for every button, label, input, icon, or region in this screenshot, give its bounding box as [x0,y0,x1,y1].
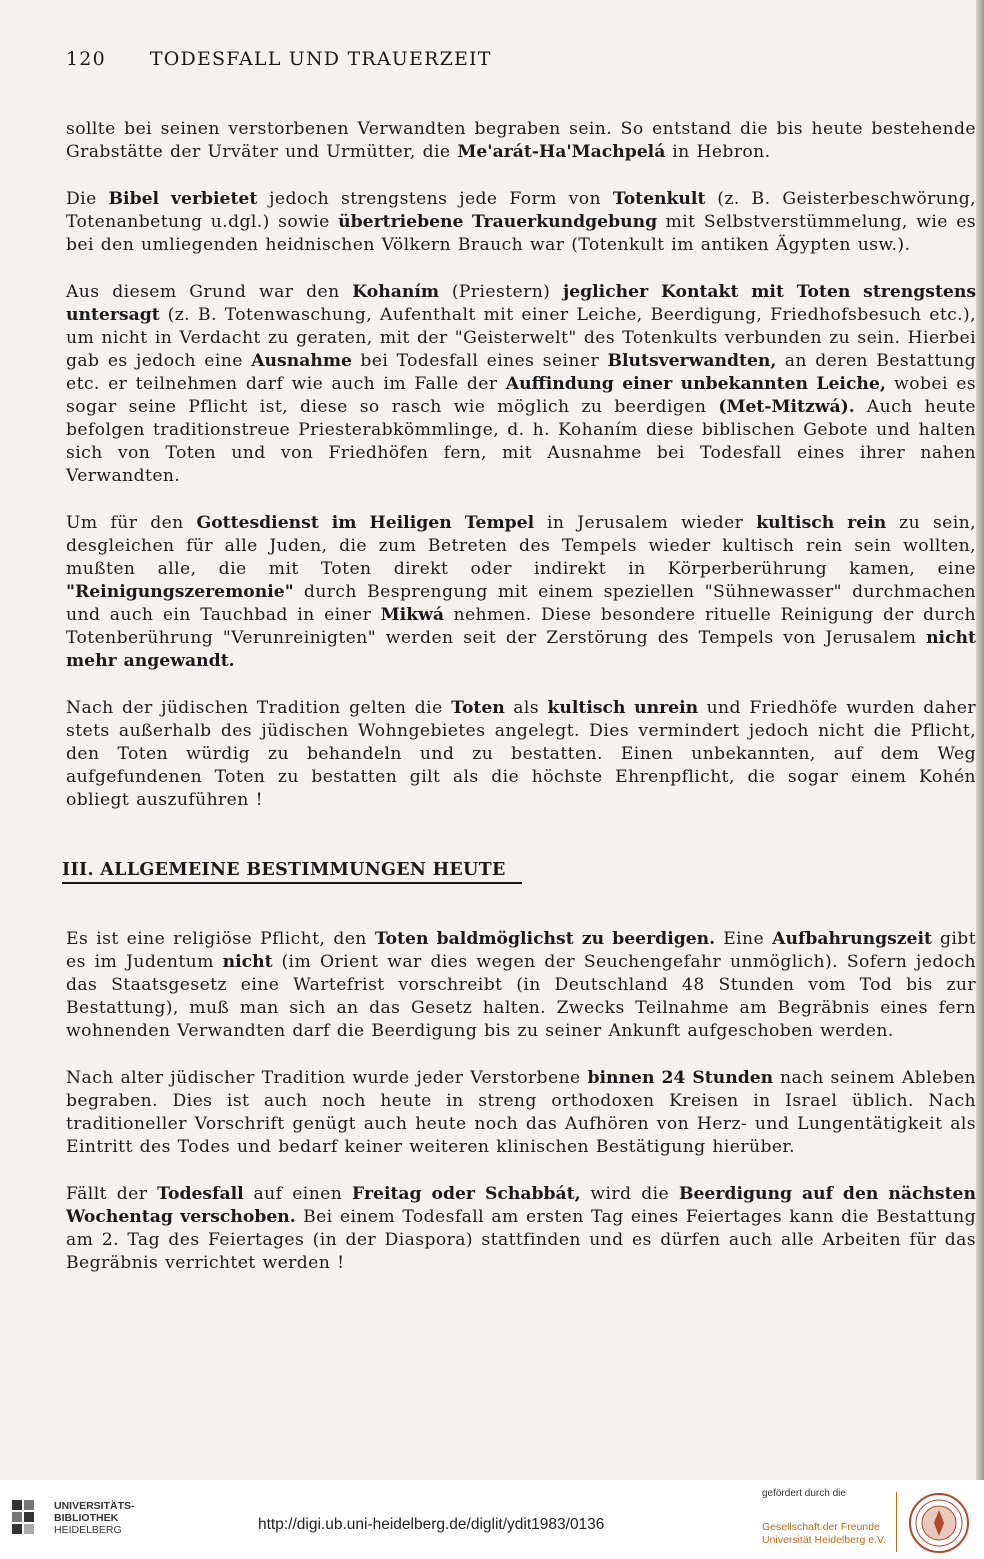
emphasis-text: Kohaním [352,282,440,302]
emphasis-text: Beerdigung auf den nächsten Wochentag verschoben. [66,1184,976,1227]
emphasis-text: Ausnahme [251,351,352,371]
body-text: (z. B. Geisterbeschwörung, Totenanbetung u.dgl.) sowie [66,189,976,232]
body-text: auf einen [243,1184,353,1204]
body-text: Die [66,189,109,209]
emphasis-text: binnen 24 Stunden [587,1068,774,1088]
sponsor-name-line-1: Gesellschaft der Freunde [762,1521,880,1533]
paragraph [66,928,976,1043]
sponsor-name-line-2: Universität Heidelberg e.V. [762,1534,886,1546]
body-text: gibt es im Judentum [66,929,977,972]
body-text: sollte bei seinen verstorbenen Verwandten begraben sein. So entstand die bis heute bestehende Grabstätte der Urväter und Urmütter, die [66,119,976,162]
emphasis-text: Totenkult [612,189,706,209]
body-text: Eine [715,929,773,949]
paragraph [66,697,976,812]
emphasis-text: Toten [451,698,505,718]
emphasis-text: nicht mehr angewandt. [66,628,976,671]
library-logo-icon [10,1498,46,1538]
footer-bar [0,1480,984,1559]
paragraph [66,1067,976,1159]
emphasis-text: kultisch rein [756,513,887,533]
sponsor-pre: gefördert durch die [762,1488,846,1499]
body-text: Fällt der [66,1184,158,1204]
body-text: Nach der jüdischen Tradition gelten die [66,698,452,718]
paragraph [66,1183,976,1275]
body-text: in Hebron. [665,142,771,162]
emphasis-text: Blutsverwandten, [607,351,777,371]
emphasis-text: Toten baldmöglichst zu beerdigen. [374,929,716,949]
body-text: Es ist eine religiöse Pflicht, den [66,929,375,949]
emphasis-text: Mikwá [380,605,445,625]
body-text: Aus diesem Grund war den [66,282,353,302]
library-logo[interactable] [10,1498,135,1538]
section-heading: III. ALLGEMEINE BESTIMMUNGEN HEUTE [62,860,522,884]
emphasis-text: Bibel verbietet [108,189,258,209]
emphasis-text: Aufbahrungszeit [772,929,932,949]
body-text: bei Todesfall eines seiner [351,351,608,371]
running-title: TODESFALL UND TRAUERZEIT [149,48,492,70]
page-number: 120 [66,48,106,70]
sponsor-block[interactable] [762,1488,902,1547]
emphasis-text: Me'arát-Ha'Machpelá [457,142,666,162]
body-text: und Friedhöfe wurden daher stets außerhalb des jüdischen Wohngebietes angelegt. Dies vermindert jedoch nicht die Pflicht, den Toten würdig zu behandeln und zu bestatten. Einen unbekannten, auf dem Weg aufgefundenen Toten zu bestatten gilt als die höchste Ehrenpflicht, die sogar einem Kohén obliegt auszuführen ! [66,698,976,810]
page-body [62,118,977,1299]
body-text: als [504,698,548,718]
emphasis-text: übertriebene Trauerkundgebung [338,212,658,232]
library-logo-line-2: BIBLIOTHEK [54,1512,119,1524]
running-header [66,48,492,78]
paragraphs-before-heading [66,118,976,812]
body-text: Nach alter jüdischer Tradition wurde jeder Verstorbene [66,1068,588,1088]
sponsor-name [762,1521,902,1547]
paragraph [66,188,976,257]
paragraphs-after-heading [66,928,976,1275]
permalink[interactable]: http://digi.ub.uni-heidelberg.de/diglit/ydit1983/0136 [258,1516,605,1533]
emphasis-text: kultisch unrein [547,698,699,718]
paragraph [66,512,976,673]
emphasis-text: jeglicher Kontakt mit Toten strengstens untersagt [66,282,977,325]
emphasis-text: (Met-Mitzwá). [718,397,855,417]
body-text: Auch heute befolgen traditionstreue Priesterabkömmlinge, d. h. Kohaním diese biblischen Gebote und halten sich von Toten und von Friedhöfen fern, mit Ausnahme bei Todesfall eines ihrer nahen Verwandten. [66,397,976,486]
emphasis-text: Gottesdienst im Heiligen Tempel [196,513,535,533]
body-text: wird die [580,1184,679,1204]
emphasis-text: nicht [222,952,273,972]
body-text: Bei einem Todesfall am ersten Tag eines Feiertages kann die Bestattung am 2. Tag des Feiertages (in der Diaspora) stattfinden und es dürfen auch alle Arbeiten für das Begräbnis verrichtet werden ! [66,1207,976,1273]
paragraph [66,281,976,488]
page-edge-shadow [976,0,984,1480]
sponsor-divider [896,1492,897,1552]
emphasis-text: Freitag oder Schabbát, [352,1184,581,1204]
body-text: (im Orient war dies wegen der Seuchengefahr unmöglich). Sofern jedoch das Staatsgesetz eine Wartefrist vorschreibt (in Deutschland 48 Stunden vom Tod bis zur Bestattung), muß man sich an das Gesetz halten. Zwecks Teilnahme am Begräbnis eines fern wohnenden Verwandten darf die Beerdigung bis zu seiner Ankunft aufgeschoben werden. [66,952,977,1041]
library-logo-line-1: UNIVERSITÄTS- [54,1500,135,1512]
paragraph [66,118,976,164]
body-text: nehmen. Diese besondere rituelle Reinigung der durch Totenberührung "Verunreinigten" werden seit der Zerstörung des Tempels von Jerusalem [66,605,976,648]
body-text: zu sein, desgleichen für alle Juden, die zum Betreten des Tempels wieder kultisch rein sein wollten, mußten alle, die mit Toten direkt oder indirekt in Körperberührung kamen, eine [66,513,976,579]
body-text: mit Selbstverstümmelung, wie es bei den umliegenden heidnischen Völkern Brauch war (Totenkult im antiken Ägypten usw.). [66,212,976,255]
emphasis-text: Auffindung einer unbekannten Leiche, [505,374,886,394]
body-text: durch Besprengung mit einem speziellen "Sühnewasser" durchmachen und auch ein Tauchbad in einer [66,582,976,625]
university-seal-icon [908,1492,970,1554]
body-text: (Priestern) [439,282,563,302]
body-text: wobei es sogar seine Pflicht ist, diese so rasch wie möglich zu beerdigen [66,374,976,417]
body-text: an deren Bestattung etc. er teilnehmen darf wie auch im Falle der [66,351,977,394]
library-logo-line-3: HEIDELBERG [54,1524,122,1536]
body-text: (z. B. Totenwaschung, Aufenthalt mit einer Leiche, Beerdigung, Friedhofsbesuch etc.), um nicht in Verdacht zu geraten, mit der "Geisterwelt" des Totenkults verbunden zu sein. Hierbei gab es jedoch eine [66,305,976,371]
body-text: Um für den [66,513,197,533]
body-text: jedoch strengstens jede Form von [257,189,613,209]
body-text: in Jerusalem wieder [534,513,757,533]
emphasis-text: "Reinigungszeremonie" [66,582,294,602]
emphasis-text: Todesfall [157,1184,244,1204]
library-logo-text [54,1500,135,1536]
body-text: nach seinem Ableben begraben. Dies ist auch noch heute in streng orthodoxen Kreisen in Israel üblich. Nach traditioneller Vorschrift genügt auch heute noch das Aufhören von Herz- und Lungentätigkeit als Eintritt des Todes und bedarf keiner weiteren klinischen Bestätigung hierüber. [66,1068,976,1157]
